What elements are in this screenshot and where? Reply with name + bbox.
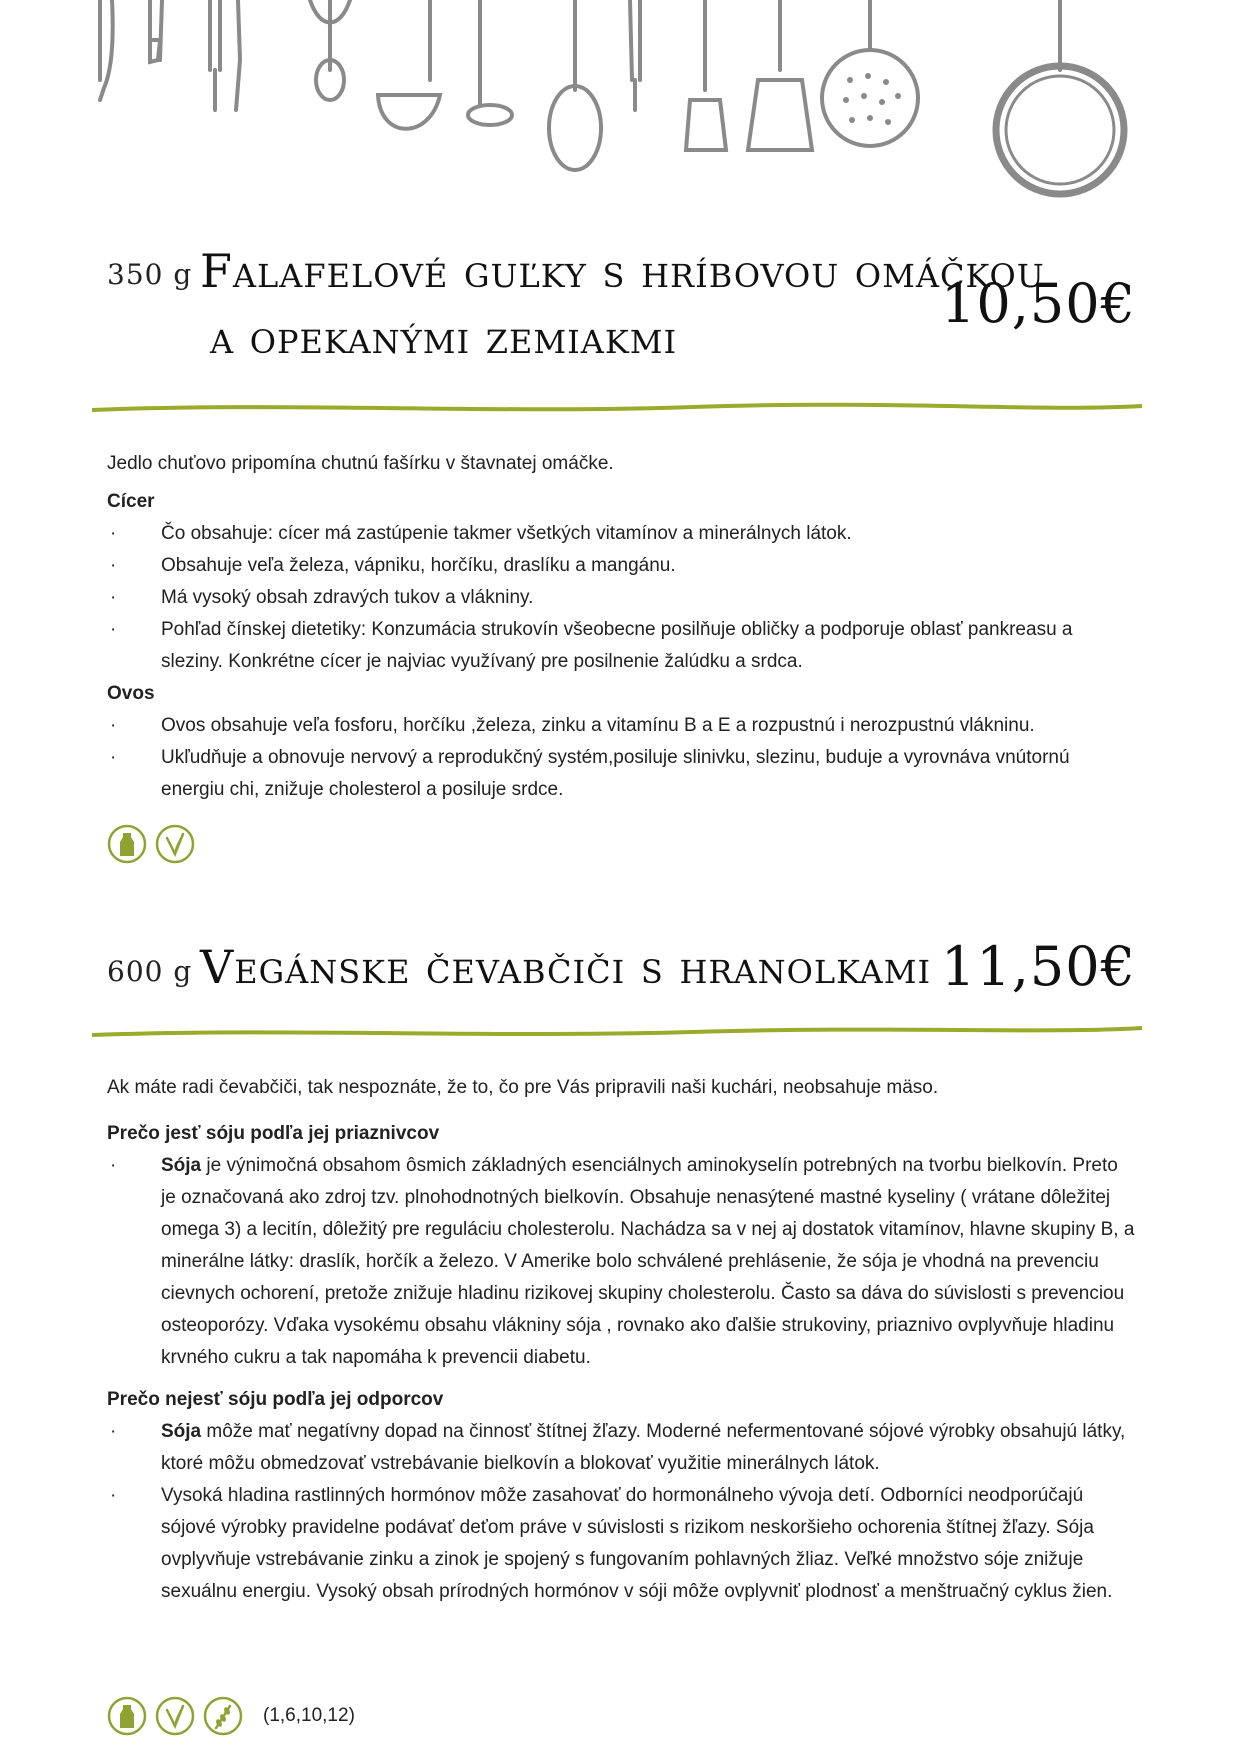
dish-description	[107, 1072, 1137, 1608]
spatula-icon	[686, 0, 812, 150]
list-item: · Čo obsahuje: cícer má zastúpenie takmer všetkých vitamínov a minerálnych látok.	[110, 523, 852, 544]
kitchen-utensils-illustration	[0, 0, 1240, 230]
green-divider	[92, 1022, 1142, 1042]
bottle-icon	[107, 1696, 147, 1736]
section-heading-contra-soy: Prečo nejesť sóju podľa jej odporcov	[107, 1389, 444, 1410]
vegan-leaf-icon	[155, 1696, 195, 1736]
ovos-benefits-list	[107, 710, 1137, 806]
diet-icons	[107, 824, 195, 864]
green-divider	[92, 398, 1142, 418]
knife-icon	[100, 0, 162, 100]
list-item: · Pohľad čínskej dietetiky: Konzumácia strukovín všeobecne posilňuje obličky a podporuje oblasť pankreasu a sleziny. Konkrétne cícer je najviac využívaný pre posilnenie žalúdku a srdca.	[110, 619, 1073, 672]
whisk-icon	[310, 0, 350, 100]
dish-title-line1: Vegánske čevabčiči s hranolkami	[200, 940, 932, 994]
dish-weight: 350 g	[107, 258, 193, 291]
list-item: · Obsahuje veľa železa, vápniku, horčíku, draslíku a mangánu.	[110, 555, 676, 576]
dish-title	[200, 934, 931, 1000]
dish-price: 10,50€	[941, 272, 1136, 335]
pan-icon	[996, 0, 1124, 194]
dish-weight: 600 g	[107, 955, 193, 988]
wheat-icon	[203, 1696, 243, 1736]
list-item: · Sója môže mať negatívny dopad na činnosť štítnej žľazy. Moderné nefermentované sójové výrobky obsahujú látky, ktoré môžu obmedzovať vstrebávanie bielkovín a blokovať využitie minerálnych látok.	[110, 1421, 1126, 1474]
section-heading-cicer: Cícer	[107, 491, 155, 512]
allergen-codes: (1,6,10,12)	[263, 1705, 355, 1726]
list-item: · Ovos obsahuje veľa fosforu, horčíku ,železa, zinku a vitamínu B a E a rozpustnú i nerozpustnú vlákninu.	[110, 715, 1035, 736]
list-item: · Ukľudňuje a obnovuje nervový a reprodukčný systém,posiluje slinivku, slezinu, buduje a vyrovnáva vnútornú energiu chi, znižuje cholesterol a posiluje srdce.	[110, 747, 1070, 800]
list-item: · Vysoká hladina rastlinných hormónov môže zasahovať do hormonálneho vývoja detí. Odborníci neodporúčajú sójové výrobky pravidelne podávať deťom práve v súvislosti s rizikom neskoršieho ochorenia štítnej žľazy. Sója ovplyvňuje vstrebávanie zinku a zinok je spojený s fungovaním pohlavných žliaz. Veľké množstvo sóje znižuje sexuálnu energiu. Vysoký obsah prírodných hormónov v sóji môže ovplyvniť plodnosť a menštruačný cyklus žien.	[110, 1485, 1113, 1602]
ladle-icon	[378, 0, 512, 129]
bottle-icon	[107, 824, 147, 864]
dish-title	[200, 238, 1045, 370]
cicer-benefits-list	[107, 518, 1137, 678]
dish-intro: Jedlo chuťovo pripomína chutnú fašírku v štavnatej omáčke.	[107, 453, 614, 474]
spoon-icon	[549, 0, 640, 170]
diet-icons	[107, 1696, 355, 1736]
vegan-leaf-icon	[155, 824, 195, 864]
list-item: · Má vysoký obsah zdravých tukov a vlákniny.	[110, 587, 534, 608]
section-heading-ovos: Ovos	[107, 683, 155, 704]
dish-intro: Ak máte radi čevabčiči, tak nespoznáte, že to, čo pre Vás pripravili naši kuchári, neobsahuje mäso.	[107, 1077, 939, 1098]
list-item: · Sója je výnimočná obsahom ôsmich základných esenciálnych aminokyselín potrebných na tvorbu bielkovín. Preto je označovaná ako zdroj tzv. plnohodnotných bielkovín. Obsahuje nenasýtené mastné kyseliny ( vrátane dôležitej omega 3) a lecitín, dôležitý pre reguláciu cholesterolu. Nachádza sa v nej aj dostatok vitamínov, hlavne skupiny B, a minerálne látky: draslík, horčík a železo. V Amerike bolo schválené prehlásenie, že sója je vhodná na prevenciu cievnych ochorení, pretože znižuje hladinu rizikovej skupiny cholesterolu. Často sa dáva do súvislosti s prevenciou osteoporózy. Vďaka vysokému obsahu vlákniny sója , rovnako ako ďalšie strukoviny, priaznivo ovplyvňuje hladinu krvného cukru a tak napomáha k prevencii diabetu.	[110, 1155, 1135, 1368]
pro-soy-list	[107, 1150, 1137, 1374]
fork-icon	[210, 0, 240, 110]
section-heading-pro-soy: Prečo jesť sóju podľa jej priaznivcov	[107, 1123, 440, 1144]
skimmer-icon	[822, 0, 918, 146]
dish-title-line1: Falafelové guľky s hríbovou omáčkou	[200, 244, 1045, 298]
dish-description	[107, 448, 1137, 806]
dish-title-line2: a opekanými zemiakmi	[210, 310, 678, 364]
contra-soy-list	[107, 1416, 1137, 1608]
dish-price: 11,50€	[941, 935, 1136, 998]
